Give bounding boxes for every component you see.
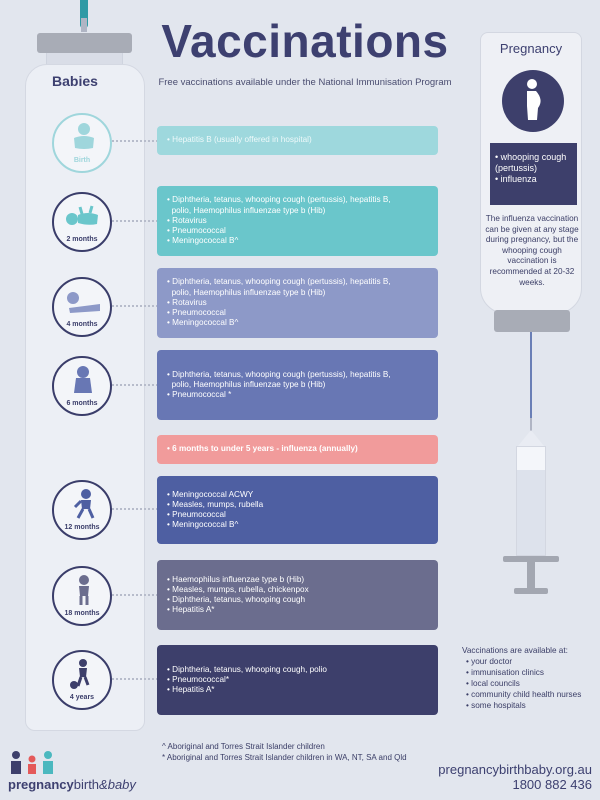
age-circle-12-months [52, 480, 112, 540]
vaccine-item: • influenza [495, 174, 537, 184]
vaccine-item: • Pneumococcal [167, 226, 226, 236]
vaccine-item: • Hepatitis A* [167, 685, 215, 695]
footnote: ^ Aboriginal and Torres Strait Islander children [162, 742, 325, 751]
standing-toddler-icon [64, 575, 104, 605]
vaccine-item: • Meningococcal B^ [167, 318, 239, 328]
crawling-baby-icon [64, 286, 104, 316]
lying-baby-icon [64, 201, 104, 231]
syringe-tip [518, 430, 544, 446]
availability-item: • your doctor [466, 656, 597, 667]
vaccine-item: • Pneumococcal* [167, 674, 230, 684]
connector [112, 678, 158, 680]
age-label: 4 months [66, 321, 98, 328]
syringe-rod [527, 562, 535, 588]
schedule-box-birth [157, 126, 438, 155]
vaccine-item: polio, Haemophilus influenzae type b (Hib) [171, 379, 326, 389]
syringe-plunger [514, 588, 548, 594]
page-subtitle: Free vaccinations available under the National Immunisation Program [158, 77, 452, 88]
connector [112, 384, 158, 386]
footnote: * Aboriginal and Torres Strait Islander children in WA, NT, SA and Qld [162, 753, 407, 762]
page-title: Vaccinations [161, 15, 449, 67]
schedule-box-2-months [157, 186, 438, 256]
sitting-baby-icon [64, 365, 104, 395]
connector [112, 305, 158, 307]
footnotes [162, 741, 407, 763]
child-with-ball-icon [64, 659, 104, 689]
pregnancy-bottle-cap [494, 310, 570, 332]
connector [112, 508, 158, 510]
vaccine-item: • 6 months to under 5 years - influenza (annually) [167, 444, 358, 454]
pregnancy-label: Pregnancy [499, 41, 563, 56]
schedule-box-4-years [157, 645, 438, 715]
age-circle-6-months [52, 356, 112, 416]
phone-number: 1800 882 436 [512, 777, 592, 792]
availability-item: • local councils [466, 678, 597, 689]
vaccine-item: • Meningococcal B^ [167, 520, 239, 530]
age-label: Birth [73, 157, 91, 164]
connector [112, 220, 158, 222]
vaccine-item: • Diphtheria, tetanus, whooping cough [167, 595, 306, 604]
schedule-box-18-months [157, 560, 438, 630]
age-label: 18 months [64, 610, 100, 617]
age-circle-2-months [52, 192, 112, 252]
vaccine-item: • whooping cough (pertussis) [495, 152, 567, 173]
availability-heading: Vaccinations are available at: [462, 646, 568, 655]
bottle-cap [37, 33, 132, 53]
vaccine-item: • Rotavirus [167, 297, 207, 307]
schedule-box-6-months [157, 350, 438, 420]
vaccine-item: • Rotavirus [167, 215, 207, 225]
vaccine-item: • Pneumococcal [167, 308, 226, 318]
age-label: 12 months [64, 524, 100, 531]
vaccine-item: • Pneumococcal [167, 510, 226, 519]
vaccine-item: • Haemophilus influenzae type b (Hib) [167, 574, 305, 584]
pregnancy-note: The influenza vaccination can be given at any stage during pregnancy, but the whooping cough vaccination is recommended at 20-32 weeks. [485, 214, 579, 287]
vaccine-item: • Measles, mumps, rubella, chickenpox [167, 584, 309, 594]
age-label: 2 months [66, 236, 98, 243]
age-circle-4-years [52, 650, 112, 710]
age-circle-18-months [52, 566, 112, 626]
vaccine-item: • Diphtheria, tetanus, whooping cough (pertussis), hepatitis B, [167, 277, 391, 287]
influenza-banner [157, 435, 438, 464]
pregnancy-circle [502, 70, 564, 132]
logo-text-part: &baby [99, 777, 136, 792]
vaccine-item: polio, Haemophilus influenzae type b (Hib) [171, 287, 326, 297]
age-label: 6 months [66, 400, 98, 407]
schedule-box-12-months [157, 476, 438, 544]
availability-item: • some hospitals [466, 700, 597, 711]
vaccine-item: • Hepatitis B (usually offered in hospital) [167, 135, 312, 145]
brand-logo-text [8, 777, 136, 792]
availability-section [462, 645, 597, 711]
availability-item: • community child health nurses [466, 689, 597, 700]
syringe-fill [517, 470, 545, 555]
pregnancy-vaccine-list [490, 143, 577, 205]
vaccine-item: • Diphtheria, tetanus, whooping cough (pertussis), hepatitis B, [167, 195, 391, 205]
connector-line [530, 332, 532, 427]
vaccine-item: • Measles, mumps, rubella [167, 499, 264, 509]
pregnant-woman-icon [502, 70, 564, 132]
website-link[interactable]: pregnancybirthbaby.org.au [438, 762, 592, 777]
vaccine-item: • Pneumococcal * [167, 390, 232, 400]
family-logo-icon [10, 750, 58, 776]
bottle-needle-icon [80, 0, 88, 28]
newborn-icon [64, 122, 104, 152]
vaccine-item: • Hepatitis A* [167, 605, 215, 615]
age-label: 4 years [69, 694, 95, 701]
vaccine-item: • Meningococcal ACWY [167, 489, 254, 499]
vaccine-item: • Diphtheria, tetanus, whooping cough (pertussis), hepatitis B, [167, 369, 391, 379]
logo-text-part: pregnancy [8, 777, 74, 792]
availability-item: • immunisation clinics [466, 667, 597, 678]
logo-text-part: birth [73, 777, 100, 792]
age-circle-4-months [52, 277, 112, 337]
contact-info [420, 762, 592, 792]
connector [112, 140, 158, 142]
babies-label: Babies [52, 73, 98, 89]
vaccine-item: polio, Haemophilus influenzae type b (Hib) [171, 205, 326, 215]
age-circle-birth [52, 113, 112, 173]
walking-toddler-icon [64, 489, 104, 519]
connector [112, 594, 158, 596]
vaccine-item: • Diphtheria, tetanus, whooping cough, polio [167, 664, 327, 674]
schedule-box-4-months [157, 268, 438, 338]
vaccine-item: • Meningococcal B^ [167, 236, 239, 246]
